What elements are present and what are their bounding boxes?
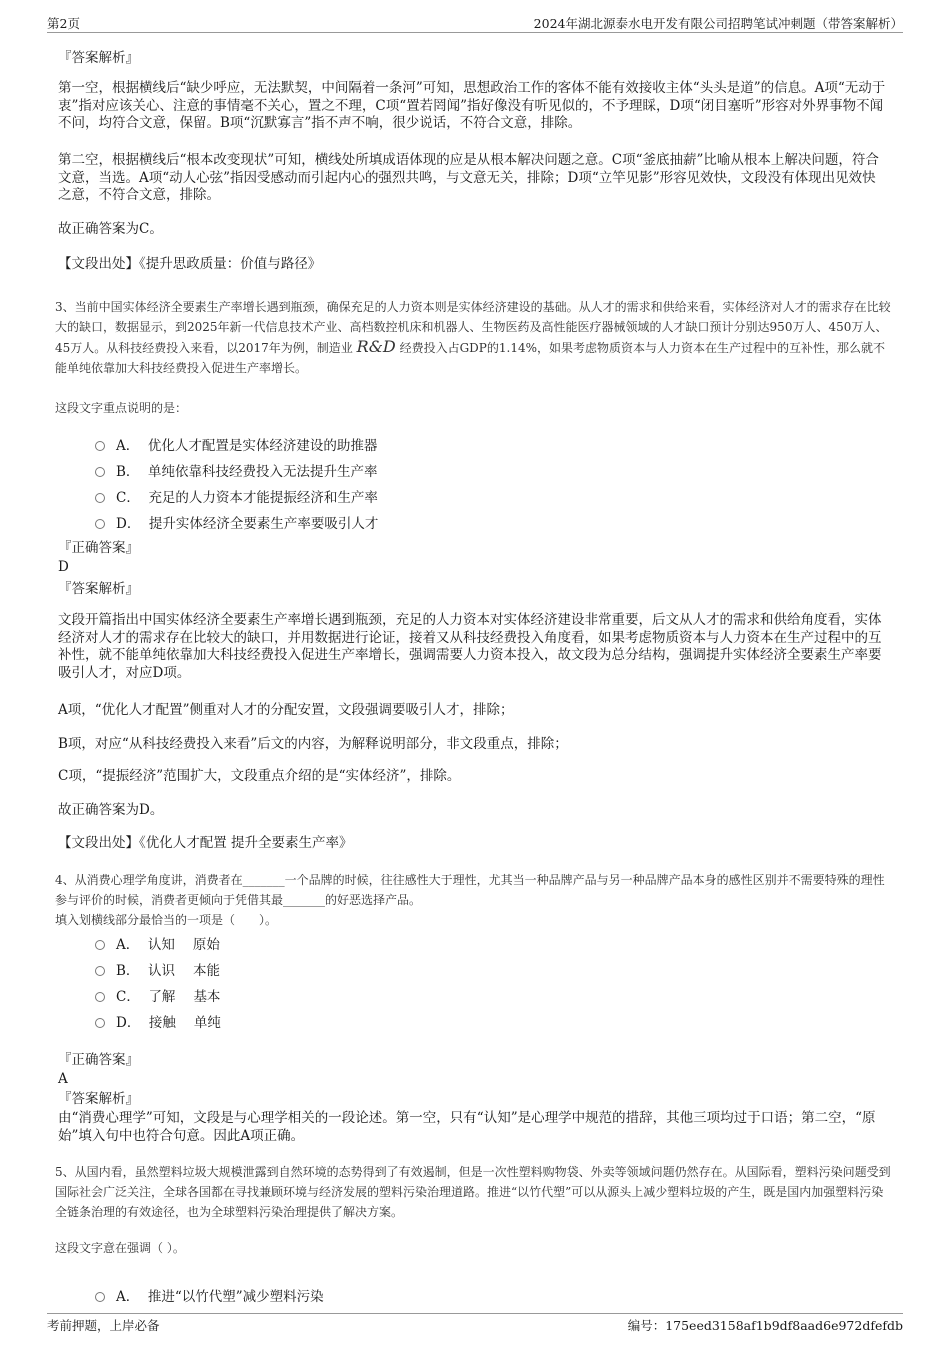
document-title: 2024年湖北源泰水电开发有限公司招聘笔试冲刺题（带答案解析）	[533, 16, 903, 31]
q3-note-c: C项，“提振经济”范围扩大，文段重点介绍的是“实体经济”，排除。	[58, 768, 461, 784]
document-id: 编号：175eed3158af1b9df8aad6e972dfefdb	[627, 1318, 903, 1333]
radio-icon[interactable]	[95, 441, 105, 451]
answer-analysis-label: 『答案解析』	[58, 581, 139, 597]
q2-conclusion: 故正确答案为C。	[58, 221, 163, 237]
radio-icon[interactable]	[95, 1292, 105, 1302]
q3-option-c[interactable]: C． 充足的人力资本才能提振经济和生产率	[95, 486, 378, 506]
q5-stem: 5、从国内看，虽然塑料垃圾大规模泄露到自然环境的态势得到了有效遏制，但是一次性塑料购物袋、外卖等领域问题仍然存在。从国际看，塑料污染问题受到国际社会广泛关注，全球各国都在寻找兼顾环境与经济发展的塑料污染治理道路。推进“以竹代塑”可以从源头上减少塑料垃圾的产生，既是国内加强塑料污染全链条治理的有效途径，也为全球塑料污染治理提供了解决方案。	[55, 1165, 891, 1219]
answer-analysis-label: 『答案解析』	[58, 50, 139, 66]
radio-icon[interactable]	[95, 467, 105, 477]
q4-option-d[interactable]: D． 接触 单纯	[95, 1011, 221, 1031]
footer-slogan: 考前押题，上岸必备	[47, 1318, 160, 1333]
q3-note-a: A项，“优化人才配置”侧重对人才的分配安置，文段强调要吸引人才，排除；	[58, 702, 514, 718]
rd-formula: R&D	[356, 337, 396, 356]
q3-option-a[interactable]: A． 优化人才配置是实体经济建设的助推器	[95, 434, 377, 454]
q4-option-b[interactable]: B． 认识 本能	[95, 959, 220, 979]
radio-icon[interactable]	[95, 1018, 105, 1028]
q4-stem: 4、从消费心理学角度讲，消费者在_______一个品牌的时候，往往感性大于理性，尤其当一种品牌产品与另一种品牌产品本身的感性区别并不需要特殊的理性参与评价的时候，消费者更倾向于凭借其最_______的好恶选择产品。	[55, 873, 885, 907]
correct-answer-label: 『正确答案』	[58, 1052, 139, 1068]
page-header	[47, 12, 903, 33]
q2-source: 【文段出处】《提升思政质量：价值与路径》	[58, 256, 322, 272]
q3-answer: D	[58, 559, 69, 575]
q5-option-a[interactable]: A． 推进“以竹代塑”减少塑料污染	[95, 1285, 324, 1305]
q3-source: 【文段出处】《优化人才配置 提升全要素生产率》	[58, 835, 353, 851]
answer-analysis-label: 『答案解析』	[58, 1091, 139, 1107]
page-footer	[47, 1313, 903, 1334]
radio-icon[interactable]	[95, 940, 105, 950]
q4-option-c[interactable]: C． 了解 基本	[95, 985, 220, 1005]
q3-option-d[interactable]: D． 提升实体经济全要素生产率要吸引人才	[95, 512, 378, 532]
q3-stem: 3、当前中国实体经济全要素生产率增长遇到瓶颈，确保充足的人力资本则是实体经济建设的基础。从人才的需求和供给来看，实体经济对人才的需求存在比较大的缺口，数据显示，到2025年新一代信息技术产业、高档数控机床和机器人、生物医药及高性能医疗器械领域的人才缺口预计分别达950万人、450万人、45万人。从科技经费投入来看，以2017年为例，制造业 R&D 经费投入占GDP的1.14%，如果考虑物质资本与人力资本在生产过程中的互补性，那么就不能单纯依靠加大科技经费投入促进生产率增长。	[55, 300, 891, 375]
q3-question: 这段文字重点说明的是：	[55, 401, 188, 415]
radio-icon[interactable]	[95, 992, 105, 1002]
q3-conclusion: 故正确答案为D。	[58, 802, 164, 818]
q4-question: 填入划横线部分最恰当的一项是（ ）。	[55, 913, 278, 927]
q5-question: 这段文字意在强调（ ）。	[55, 1241, 185, 1255]
q4-option-a[interactable]: A． 认知 原始	[95, 933, 220, 953]
q3-option-b[interactable]: B． 单纯依靠科技经费投入无法提升生产率	[95, 460, 378, 480]
page-number: 第2页	[47, 16, 80, 31]
q3-analysis: 文段开篇指出中国实体经济全要素生产率增长遇到瓶颈，充足的人力资本对实体经济建设非常重要，后文从人才的需求和供给角度看，实体经济对人才的需求存在比较大的缺口，并用数据进行论证，接着又从科技经费投入角度看，如果考虑物质资本与人力资本在生产过程中的互补性，就不能单纯依靠加大科技经费投入促进生产率增长，强调需要人力资本投入，故文段为总分结构，强调提升实体经济全要素生产率要吸引人才，对应D项。	[58, 612, 882, 681]
q2-analysis-paragraph-2: 第二空，根据横线后“根本改变现状”可知，横线处所填成语体现的应是从根本解决问题之意。C项“釜底抽薪”比喻从根本上解决问题，符合文意，当选。A项“动人心弦”指因受感动而引起内心的强烈共鸣，与文意无关，排除；D项“立竿见影”形容见效快，文段没有体现出见效快之意，不符合文意，排除。	[58, 152, 879, 203]
q4-analysis: 由“消费心理学”可知，文段是与心理学相关的一段论述。第一空，只有“认知”是心理学中规范的措辞，其他三项均过于口语；第二空，“原始”填入句中也符合句意。因此A项正确。	[58, 1110, 876, 1144]
radio-icon[interactable]	[95, 519, 105, 529]
radio-icon[interactable]	[95, 966, 105, 976]
q4-answer: A	[58, 1071, 68, 1087]
correct-answer-label: 『正确答案』	[58, 540, 139, 556]
q3-note-b: B项，对应“从科技经费投入来看”后文的内容，为解释说明部分，非文段重点，排除；	[58, 736, 568, 752]
q2-analysis-paragraph-1: 第一空，根据横线后“缺少呼应，无法默契，中间隔着一条河”可知，思想政治工作的客体不能有效接收主体“头头是道”的信息。A项“无动于衷”指对应该关心、注意的事情毫不关心，置之不理，C项“置若罔闻”指好像没有听见似的，不予理睬，D项“闭目塞听”形容对外界事物不闻不问，均符合文意，保留。B项“沉默寡言”指不声不响，很少说话，不符合文意，排除。	[58, 80, 886, 131]
radio-icon[interactable]	[95, 493, 105, 503]
